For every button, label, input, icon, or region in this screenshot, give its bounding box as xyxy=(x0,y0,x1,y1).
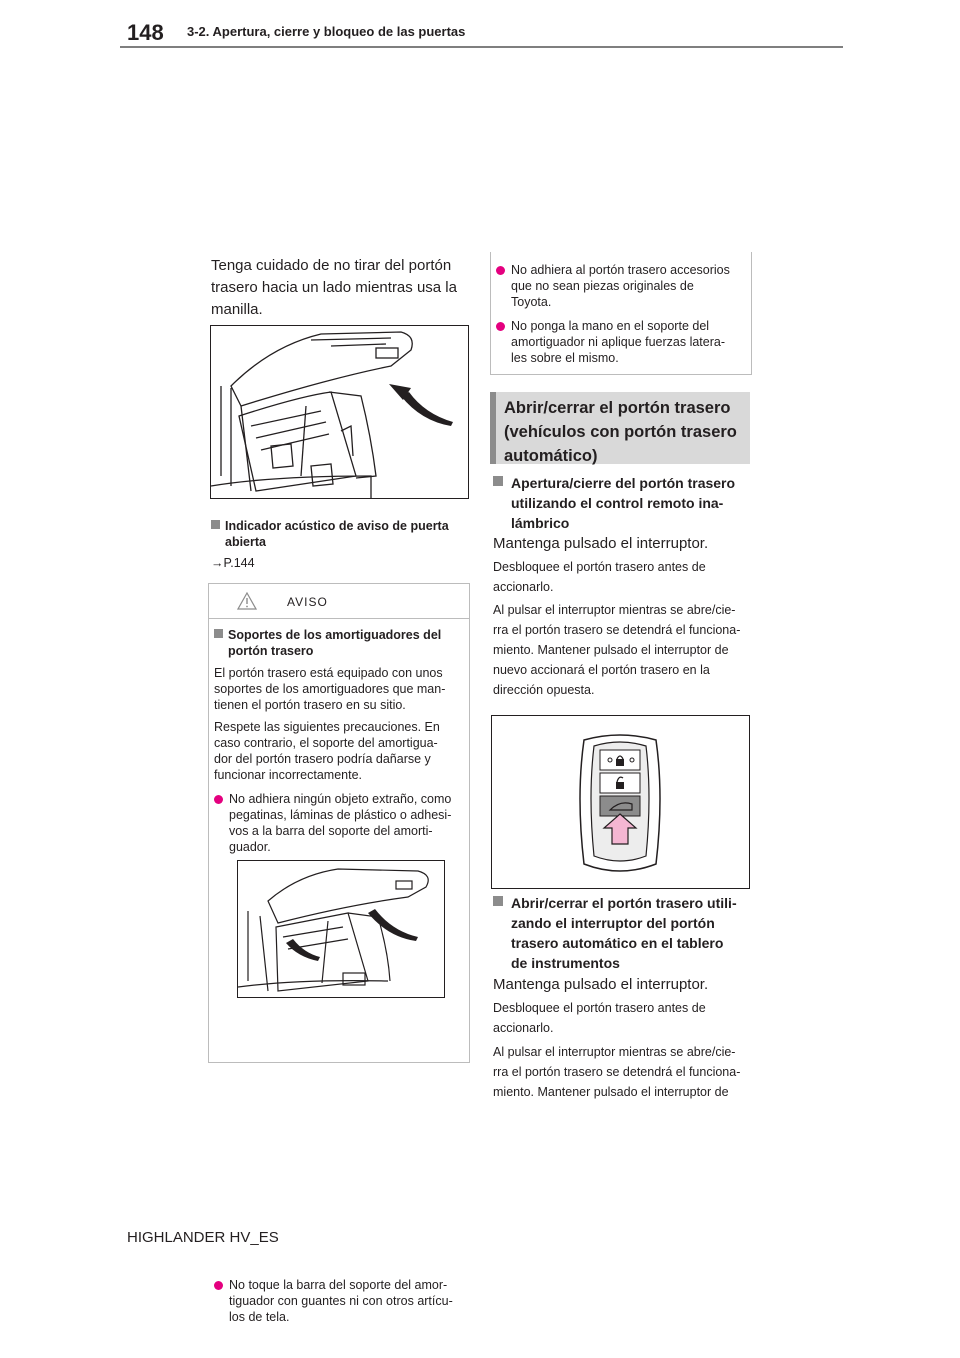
warning-title: AVISO xyxy=(287,595,328,609)
bullet-dot-icon xyxy=(496,322,505,331)
warning-triangle-icon xyxy=(237,592,257,610)
warning-header xyxy=(209,584,469,618)
text-line: rra el portón trasero se detendrá el funciona- xyxy=(493,623,741,637)
footer-model-label: HIGHLANDER HV_ES xyxy=(127,1229,279,1246)
text-line: tiguador con guantes ni con otros artícu- xyxy=(229,1294,453,1308)
indicator-heading-line: Indicador acústico de aviso de puerta xyxy=(225,519,449,533)
heading-line: zando el interruptor del portón xyxy=(511,915,715,931)
text-line: vos a la barra del soporte del amorti- xyxy=(229,824,433,838)
damper-stay-figure xyxy=(237,860,445,998)
key-fob-illustration xyxy=(492,716,749,888)
text-line: funcionar incorrectamente. xyxy=(214,768,362,782)
page-number: 148 xyxy=(127,20,164,45)
text-line: pegatinas, láminas de plástico o adhesi- xyxy=(229,808,452,822)
intro-line: Tenga cuidado de no tirar del portón xyxy=(211,257,452,274)
key-fob-figure xyxy=(491,715,750,889)
dashboard-note-2 xyxy=(493,1042,755,1102)
dashboard-note-1 xyxy=(493,998,753,1038)
text-line: guador. xyxy=(229,840,271,854)
damper-stay-illustration xyxy=(238,861,444,997)
bullet-dot-icon xyxy=(214,795,223,804)
text-line: miento. Mantener pulsado el interruptor de xyxy=(493,643,729,657)
square-bullet-icon xyxy=(214,629,223,638)
square-bullet-icon xyxy=(211,520,220,529)
indicator-heading-line: abierta xyxy=(225,535,266,549)
text-line: accionarlo. xyxy=(493,1021,554,1035)
warning-continued-box xyxy=(490,252,752,375)
text-line: rra el portón trasero se detendrá el funciona- xyxy=(493,1065,741,1079)
text-line: No toque la barra del soporte del amor- xyxy=(229,1278,448,1292)
intro-line: manilla. xyxy=(211,301,263,318)
heading-line: utilizando el control remoto ina- xyxy=(511,495,724,511)
text-line: Al pulsar el interruptor mientras se abre/cie- xyxy=(493,1045,736,1059)
intro-line: trasero hacia un lado mientras usa la xyxy=(211,279,457,296)
section-title-line: Abrir/cerrar el portón trasero xyxy=(504,399,731,417)
remote-note-1 xyxy=(493,557,753,597)
text-line: dor del portón trasero podría dañarse y xyxy=(214,752,431,766)
page-reference: →P.144 xyxy=(211,556,255,570)
section-title-line: automático) xyxy=(504,447,598,465)
running-header: 3-2. Apertura, cierre y bloqueo de las puertas xyxy=(187,24,466,39)
warning-paragraph-2 xyxy=(214,719,461,783)
section-title-line: (vehículos con portón trasero xyxy=(504,423,737,441)
intro-paragraph xyxy=(211,255,471,321)
square-bullet-icon xyxy=(493,896,503,906)
text-line: soportes de los amortiguadores que man- xyxy=(214,682,446,696)
text-line: caso contrario, el soporte del amortigua- xyxy=(214,736,438,750)
warning-subhead xyxy=(214,627,461,659)
square-bullet-icon xyxy=(493,476,503,486)
text-line: los de tela. xyxy=(229,1310,290,1324)
text-line: No adhiera al portón trasero accesorios xyxy=(511,263,730,277)
warning-bullet-2 xyxy=(214,1277,479,1325)
warning-bullet-1 xyxy=(214,791,461,855)
text-line: amortiguador ni aplique fuerzas latera- xyxy=(511,335,726,349)
text-line: Toyota. xyxy=(511,295,552,309)
text-line: accionarlo. xyxy=(493,580,554,594)
bullet-dot-icon xyxy=(496,266,505,275)
bullet-dot-icon xyxy=(214,1281,223,1290)
text-line: Respete las siguientes precauciones. En xyxy=(214,720,440,734)
section-heading-box xyxy=(490,392,750,464)
text-line: El portón trasero está equipado con unos xyxy=(214,666,443,680)
text-line: Desbloquee el portón trasero antes de xyxy=(493,1001,706,1015)
text-line: Desbloquee el portón trasero antes de xyxy=(493,560,706,574)
text-line: les sobre el mismo. xyxy=(511,351,619,365)
header-rule xyxy=(120,46,843,48)
dashboard-instruction: Mantenga pulsado el interruptor. xyxy=(493,976,709,993)
heading-line: trasero automático en el tablero xyxy=(511,935,724,951)
warning-subhead-line: portón trasero xyxy=(228,644,314,658)
text-line: miento. Mantener pulsado el interruptor de xyxy=(493,1085,729,1099)
dashboard-switch-heading xyxy=(493,893,755,973)
text-line: No adhiera ningún objeto extraño, como xyxy=(229,792,452,806)
remote-note-2 xyxy=(493,600,755,700)
warning-paragraph-1 xyxy=(214,665,461,713)
heading-line: Apertura/cierre del portón trasero xyxy=(511,475,736,491)
text-line: dirección opuesta. xyxy=(493,683,595,697)
heading-line: de instrumentos xyxy=(511,955,620,971)
text-line: No ponga la mano en el soporte del xyxy=(511,319,710,333)
text-line: que no sean piezas originales de xyxy=(511,279,694,293)
tailgate-handle-figure xyxy=(210,325,469,499)
tailgate-illustration xyxy=(211,326,468,498)
remote-heading xyxy=(493,473,753,533)
heading-line: lámbrico xyxy=(511,515,570,531)
warning-box xyxy=(208,583,470,1324)
warning-subhead-line: Soportes de los amortiguadores del xyxy=(228,628,442,642)
text-line: Al pulsar el interruptor mientras se abre/cie- xyxy=(493,603,736,617)
section-title xyxy=(496,392,750,468)
remote-instruction: Mantenga pulsado el interruptor. xyxy=(493,535,709,552)
box-bullet-1 xyxy=(496,262,743,310)
indicator-heading xyxy=(211,518,471,550)
box-bullet-2 xyxy=(496,318,743,366)
heading-line: Abrir/cerrar el portón trasero utili- xyxy=(511,895,737,911)
text-line: tienen el portón trasero en su sitio. xyxy=(214,698,406,712)
text-line: nuevo accionará el portón trasero en la xyxy=(493,663,710,677)
